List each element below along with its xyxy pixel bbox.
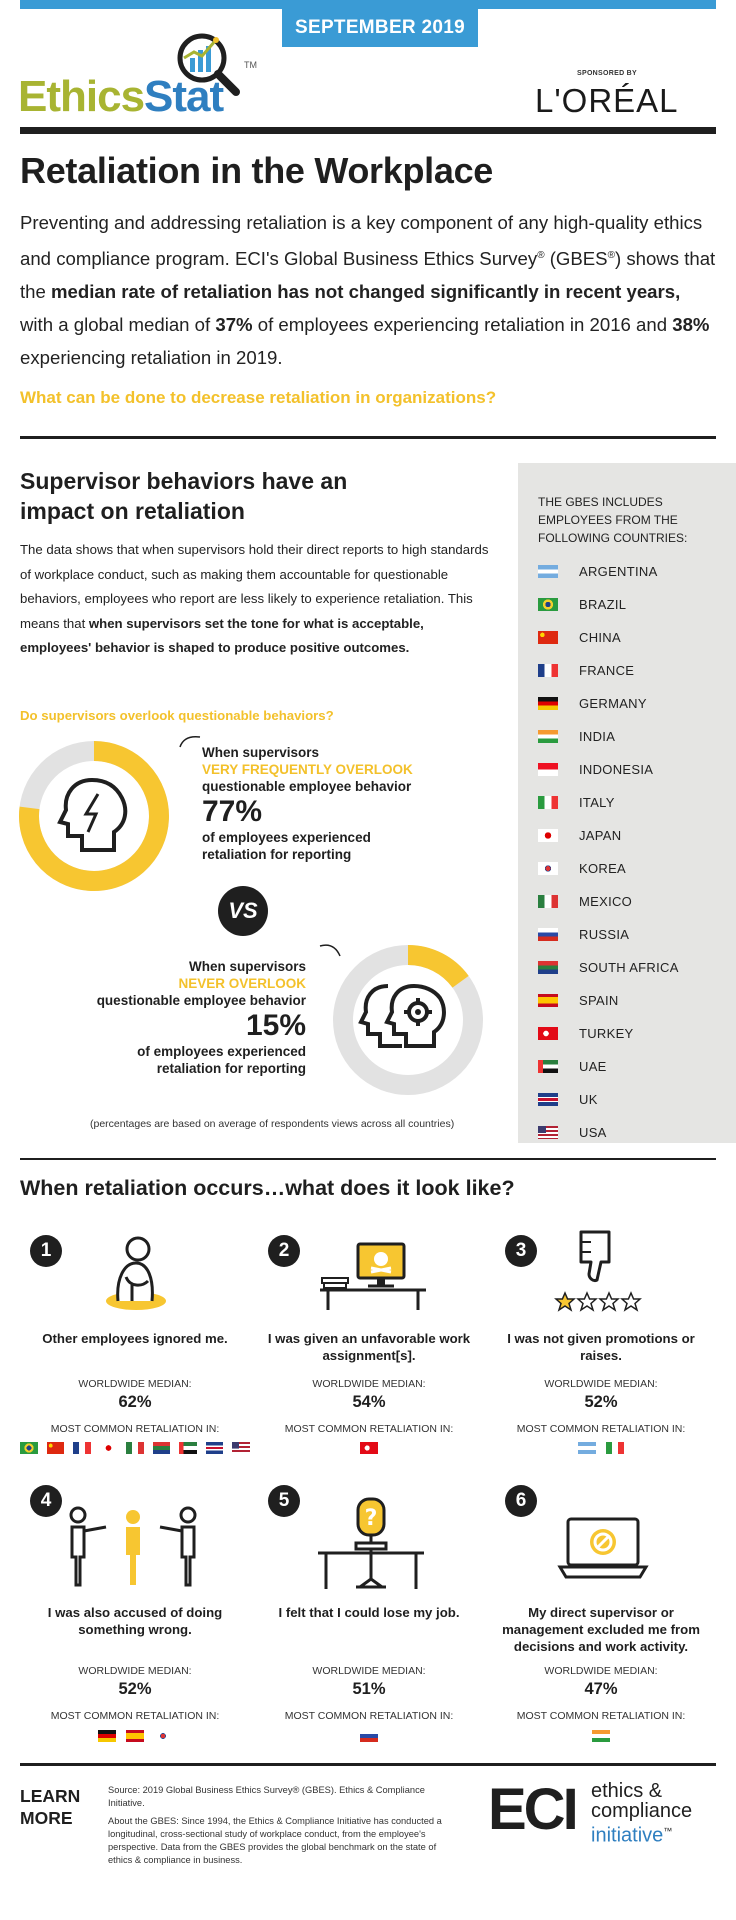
pointing-people-icon bbox=[68, 1505, 198, 1589]
country-item bbox=[538, 627, 621, 647]
country-name: INDIA bbox=[579, 728, 616, 744]
country-item bbox=[538, 858, 626, 878]
flags-item-4 bbox=[20, 1730, 250, 1742]
flags-item-1 bbox=[20, 1442, 250, 1454]
median-label-5: WORLDWIDE MEDIAN: bbox=[312, 1665, 426, 1677]
country-item bbox=[538, 1122, 607, 1142]
russia-flag-icon bbox=[360, 1730, 378, 1742]
retaliation-section-title: When retaliation occurs…what does it look like? bbox=[20, 1176, 515, 1200]
country-name: KOREA bbox=[579, 860, 627, 876]
country-name: SOUTH AFRICA bbox=[579, 959, 679, 975]
supervisor-body: The data shows that when supervisors hold their direct reports to high standards of workplace conduct, such as making them accountable for questionable behaviors, employees who report are less likely to experience retaliation. This means that when supervisors set the tone for what is acceptable, employees' behavior is shaped to produce positive outcomes. bbox=[20, 542, 489, 655]
japan-flag-icon bbox=[538, 829, 558, 842]
median-label-2: WORLDWIDE MEDIAN: bbox=[312, 1378, 426, 1390]
italy-flag-icon bbox=[606, 1442, 624, 1454]
eci-logo-mark: ECI bbox=[488, 1777, 576, 1842]
item-text-1: Other employees ignored me. bbox=[42, 1331, 228, 1346]
argentina-flag-icon bbox=[578, 1442, 596, 1454]
median-value-1: 62% bbox=[118, 1393, 152, 1411]
page-title: Retaliation in the Workplace bbox=[20, 150, 494, 191]
flags-item-5 bbox=[254, 1730, 484, 1742]
stat-77-percent: 77% bbox=[202, 795, 263, 828]
country-item bbox=[538, 825, 621, 845]
country-item bbox=[538, 1023, 634, 1043]
flags-item-6 bbox=[486, 1730, 716, 1742]
country-item bbox=[538, 891, 632, 911]
france-flag-icon bbox=[73, 1442, 91, 1454]
flags-item-2 bbox=[254, 1442, 484, 1454]
section-divider bbox=[20, 1158, 716, 1160]
turkey-flag-icon bbox=[360, 1442, 378, 1454]
section-divider bbox=[20, 436, 716, 439]
country-name: UAE bbox=[579, 1058, 607, 1074]
japan-flag-icon bbox=[100, 1442, 118, 1454]
median-value-6: 47% bbox=[584, 1680, 618, 1698]
head-lightning-icon bbox=[60, 780, 125, 850]
common-label-6: MOST COMMON RETALIATION IN: bbox=[516, 1710, 686, 1722]
item-number-6: 6 bbox=[505, 1485, 537, 1517]
country-name: INDONESIA bbox=[579, 761, 654, 777]
stat-very-frequently-overlook: When supervisors VERY FREQUENTLY OVERLOOK questionable employee behavior 77% of employees experienced retaliation for reporting bbox=[202, 744, 462, 863]
country-item bbox=[538, 693, 647, 713]
date-badge: SEPTEMBER 2019 bbox=[282, 9, 478, 47]
donut-15-value-arc bbox=[408, 955, 461, 982]
usa-flag-icon bbox=[538, 1126, 558, 1139]
vs-badge: VS bbox=[218, 886, 268, 936]
median-label-6: WORLDWIDE MEDIAN: bbox=[544, 1665, 658, 1677]
country-name: BRAZIL bbox=[579, 596, 627, 612]
country-item bbox=[538, 924, 629, 944]
common-label-3: MOST COMMON RETALIATION IN: bbox=[516, 1423, 686, 1435]
svg-text:?: ? bbox=[364, 1506, 378, 1531]
country-item bbox=[538, 726, 615, 746]
isolated-person-icon bbox=[96, 1235, 176, 1313]
country-item bbox=[538, 1056, 607, 1076]
country-name: RUSSIA bbox=[579, 926, 630, 942]
country-name: UK bbox=[579, 1091, 598, 1107]
median-label-1: WORLDWIDE MEDIAN: bbox=[78, 1378, 192, 1390]
footer-divider bbox=[20, 1763, 716, 1766]
china-flag-icon bbox=[47, 1442, 65, 1454]
median-value-3: 52% bbox=[584, 1393, 618, 1411]
common-label-1: MOST COMMON RETALIATION IN: bbox=[50, 1423, 220, 1435]
percentages-footnote: (percentages are based on average of respondents views across all countries) bbox=[90, 1118, 455, 1130]
spain-flag-icon bbox=[538, 994, 558, 1007]
uk-flag-icon bbox=[206, 1442, 224, 1454]
argentina-flag-icon bbox=[538, 565, 558, 578]
india-flag-icon bbox=[538, 730, 558, 743]
key-question: What can be done to decrease retaliation in organizations? bbox=[20, 388, 497, 407]
donut-chart-15 bbox=[332, 944, 484, 1096]
desk-skull-monitor-icon bbox=[318, 1240, 428, 1310]
median-label-4: WORLDWIDE MEDIAN: bbox=[78, 1665, 192, 1677]
ethicsstat-logo bbox=[18, 28, 257, 121]
country-name: MEXICO bbox=[579, 893, 633, 909]
country-item bbox=[538, 561, 658, 581]
common-label-5: MOST COMMON RETALIATION IN: bbox=[284, 1710, 454, 1722]
country-name: GERMANY bbox=[579, 695, 647, 711]
thumbs-down-stars-icon bbox=[553, 1228, 649, 1318]
brazil-flag-icon bbox=[538, 598, 558, 611]
country-name: SPAIN bbox=[579, 992, 619, 1008]
item-text-2: I was given an unfavorable work assignment[s]. bbox=[267, 1331, 471, 1363]
common-label-2: MOST COMMON RETALIATION IN: bbox=[284, 1423, 454, 1435]
median-value-2: 54% bbox=[352, 1393, 386, 1411]
country-item bbox=[538, 660, 634, 680]
intro-paragraph: Preventing and addressing retaliation is a key component of any high-quality ethics and compliance program. ECI's Global Business Ethics Survey® (GBES®) shows that the median rate of retaliation has not changed significantly in recent years, with a global median of 37% of employees experiencing retaliation in 2016 and 38% experiencing retaliation in 2019. bbox=[20, 212, 716, 369]
countries-heading: THE GBES INCLUDES EMPLOYEES FROM THE FOLLOWING COUNTRIES: bbox=[538, 495, 688, 545]
source-note: Source: 2019 Global Business Ethics Survey® (GBES). Ethics & Compliance Initiative. bbox=[108, 1785, 425, 1808]
uae-flag-icon bbox=[538, 1060, 558, 1073]
germany-flag-icon bbox=[98, 1730, 116, 1742]
item-text-5: I felt that I could lose my job. bbox=[278, 1605, 460, 1620]
mexico-flag-icon bbox=[538, 895, 558, 908]
south-africa-flag-icon bbox=[153, 1442, 171, 1454]
logo-ethics: Ethics bbox=[18, 72, 145, 121]
usa-flag-icon bbox=[232, 1442, 250, 1454]
stat-never-overlook: When supervisors NEVER OVERLOOK questionable employee behavior 15% of employees experienced retaliation for reporting bbox=[50, 958, 306, 1077]
uk-flag-icon bbox=[538, 1093, 558, 1106]
logo-wordmark bbox=[18, 72, 223, 122]
median-value-5: 51% bbox=[352, 1680, 386, 1698]
france-flag-icon bbox=[538, 664, 558, 677]
item-number-4: 4 bbox=[30, 1485, 62, 1517]
item-number-5: 5 bbox=[268, 1485, 300, 1517]
brazil-flag-icon bbox=[20, 1442, 38, 1454]
turkey-flag-icon bbox=[538, 1027, 558, 1040]
country-name: USA bbox=[579, 1124, 607, 1140]
stat-15-percent: 15% bbox=[245, 1009, 306, 1042]
two-heads-gear-icon bbox=[361, 986, 444, 1046]
korea-flag-icon bbox=[538, 862, 558, 875]
header-divider bbox=[20, 127, 716, 134]
germany-flag-icon bbox=[538, 697, 558, 710]
korea-flag-icon bbox=[154, 1730, 172, 1742]
country-item bbox=[538, 957, 679, 977]
spain-flag-icon bbox=[126, 1730, 144, 1742]
item-text-4: I was also accused of doing something wrong. bbox=[47, 1605, 223, 1637]
country-name: FRANCE bbox=[579, 662, 635, 678]
italy-flag-icon bbox=[538, 796, 558, 809]
top-accent-bar bbox=[20, 0, 716, 9]
country-item bbox=[538, 990, 619, 1010]
russia-flag-icon bbox=[538, 928, 558, 941]
item-number-2: 2 bbox=[268, 1235, 300, 1267]
supervisor-section-title: Supervisor behaviors have an impact on retaliation bbox=[20, 468, 348, 524]
uae-flag-icon bbox=[179, 1442, 197, 1454]
country-item bbox=[538, 594, 626, 614]
india-flag-icon bbox=[592, 1730, 610, 1742]
trademark: TM bbox=[244, 60, 257, 70]
country-name: JAPAN bbox=[579, 827, 622, 843]
flags-item-3 bbox=[486, 1442, 716, 1454]
empty-desk-chair-icon bbox=[316, 1495, 426, 1591]
country-item bbox=[538, 759, 653, 779]
learn-more-heading: LEARN MORE bbox=[20, 1786, 81, 1828]
country-item bbox=[538, 1089, 598, 1109]
country-name: CHINA bbox=[579, 629, 621, 645]
logo-stat: Stat bbox=[144, 72, 224, 121]
country-name: ITALY bbox=[579, 794, 615, 810]
common-label-4: MOST COMMON RETALIATION IN: bbox=[50, 1710, 220, 1722]
laptop-blocked-icon bbox=[556, 1515, 650, 1581]
indonesia-flag-icon bbox=[538, 763, 558, 776]
supervisor-subhead: Do supervisors overlook questionable behaviors? bbox=[20, 708, 334, 723]
sponsor-label: SPONSORED BY bbox=[577, 70, 637, 77]
country-item bbox=[538, 792, 615, 812]
country-name: ARGENTINA bbox=[579, 563, 658, 579]
median-label-3: WORLDWIDE MEDIAN: bbox=[544, 1378, 658, 1390]
eci-logo-text: ethics & compliance initiative™ bbox=[591, 1780, 693, 1847]
countries-panel bbox=[518, 463, 736, 1143]
item-text-3: I was not given promotions or raises. bbox=[507, 1331, 695, 1363]
donut-chart-77 bbox=[18, 740, 170, 892]
sponsor-logo: L'ORÉAL bbox=[535, 82, 679, 119]
item-number-3: 3 bbox=[505, 1235, 537, 1267]
curved-arrow-icon bbox=[178, 733, 204, 749]
south-africa-flag-icon bbox=[538, 961, 558, 974]
china-flag-icon bbox=[538, 631, 558, 644]
item-number-1: 1 bbox=[30, 1235, 62, 1267]
item-text-6: My direct supervisor or management excluded me from decisions and work activity. bbox=[502, 1605, 700, 1654]
country-name: TURKEY bbox=[579, 1025, 634, 1041]
about-gbes-note: About the GBES: Since 1994, the Ethics & Compliance Initiative has conducted a longitudinal, cross-sectional study of workplace conduct, from the employee's perspective. Data from the GBES provides the global benchmark on the state of ethics & compliance in business. bbox=[108, 1816, 442, 1865]
mexico-flag-icon bbox=[126, 1442, 144, 1454]
median-value-4: 52% bbox=[118, 1680, 152, 1698]
